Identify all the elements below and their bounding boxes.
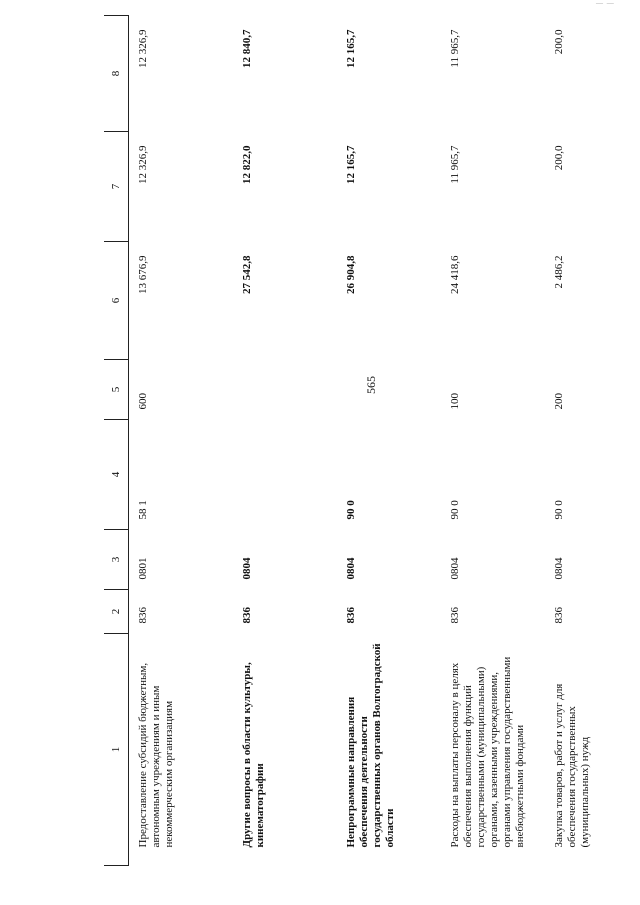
amount-col-7: 12 165,7 [345, 145, 357, 184]
ministry-code: 836 [553, 607, 565, 624]
ministry-code: 836 [241, 607, 253, 624]
header-col-8: 8 [104, 16, 129, 132]
table-row [545, 16, 640, 866]
row-name: Предоставление субсидий бюджетным, автономным учреждениям и иным некоммерческим организациям [137, 662, 175, 848]
table-body [129, 16, 640, 866]
target-code: 90 0 [449, 500, 461, 520]
target-code: 90 0 [553, 500, 565, 520]
amount-col-8: 12 165,7 [345, 29, 357, 68]
header-col-5: 5 [104, 360, 129, 420]
header-col-4: 4 [104, 420, 129, 530]
row-name: Закупка товаров, работ и услуг для обеспечения государственных (муниципальных) нужд [553, 683, 591, 848]
ministry-code: 836 [137, 607, 149, 624]
header-col-7: 7 [104, 132, 129, 242]
expense-type-code: 600 [137, 393, 149, 410]
table-row [441, 16, 545, 866]
amount-col-8: 12 840,7 [241, 29, 253, 68]
amount-col-6: 27 542,8 [241, 255, 253, 294]
header-col-6: 6 [104, 242, 129, 360]
amount-col-6: 13 676,9 [137, 255, 149, 294]
ministry-code: 836 [345, 607, 357, 624]
table-header [104, 16, 129, 866]
row-name: Расходы на выплаты персоналу в целях обеспечения выполнения функций государственными (муниципальными) органами, казенными учреждениями, органами управления государственными внебюджетными фондами [449, 656, 526, 848]
budget-table-rotated [104, 16, 604, 866]
target-code: 90 0 [345, 500, 357, 520]
expense-type-code [337, 360, 441, 420]
amount-col-7: 200,0 [553, 145, 565, 171]
amount-col-6: 2 486,2 [553, 255, 565, 289]
target-code [233, 420, 337, 530]
header-col-2: 2 [104, 590, 129, 634]
amount-col-8: 12 326,9 [137, 29, 149, 68]
target-code: 58 1 [137, 500, 149, 520]
amount-col-6: 24 418,6 [449, 255, 461, 294]
header-col-1: 1 [104, 634, 129, 866]
amount-col-8: 200,0 [553, 29, 565, 55]
ministry-code: 836 [449, 607, 461, 624]
section-code: 0804 [241, 557, 253, 580]
amount-col-8: 11 965,7 [449, 29, 461, 68]
amount-col-7: 11 965,7 [449, 145, 461, 184]
page-number: 565 [364, 376, 378, 394]
expense-type-code: 100 [449, 393, 461, 410]
expense-type-code: 200 [553, 393, 565, 410]
amount-col-7: 12 822,0 [241, 145, 253, 184]
section-code: 0801 [137, 557, 149, 580]
header-col-3: 3 [104, 530, 129, 590]
section-code: 0804 [345, 557, 357, 580]
expense-type-code [233, 360, 337, 420]
table-row [233, 16, 337, 866]
amount-col-6: 26 904,8 [345, 255, 357, 294]
table-row [337, 16, 441, 866]
budget-table [104, 15, 640, 866]
section-code: 0804 [553, 557, 565, 580]
corner-mark: — — [596, 0, 615, 7]
section-code: 0804 [449, 557, 461, 580]
amount-col-7: 12 326,9 [137, 145, 149, 184]
row-name: Непрограммные направления обеспечения деятельности государственных органов Волгоградской области [345, 643, 396, 848]
table-row [129, 16, 234, 866]
row-name: Другие вопросы в области культуры, кинематографии [241, 662, 266, 848]
